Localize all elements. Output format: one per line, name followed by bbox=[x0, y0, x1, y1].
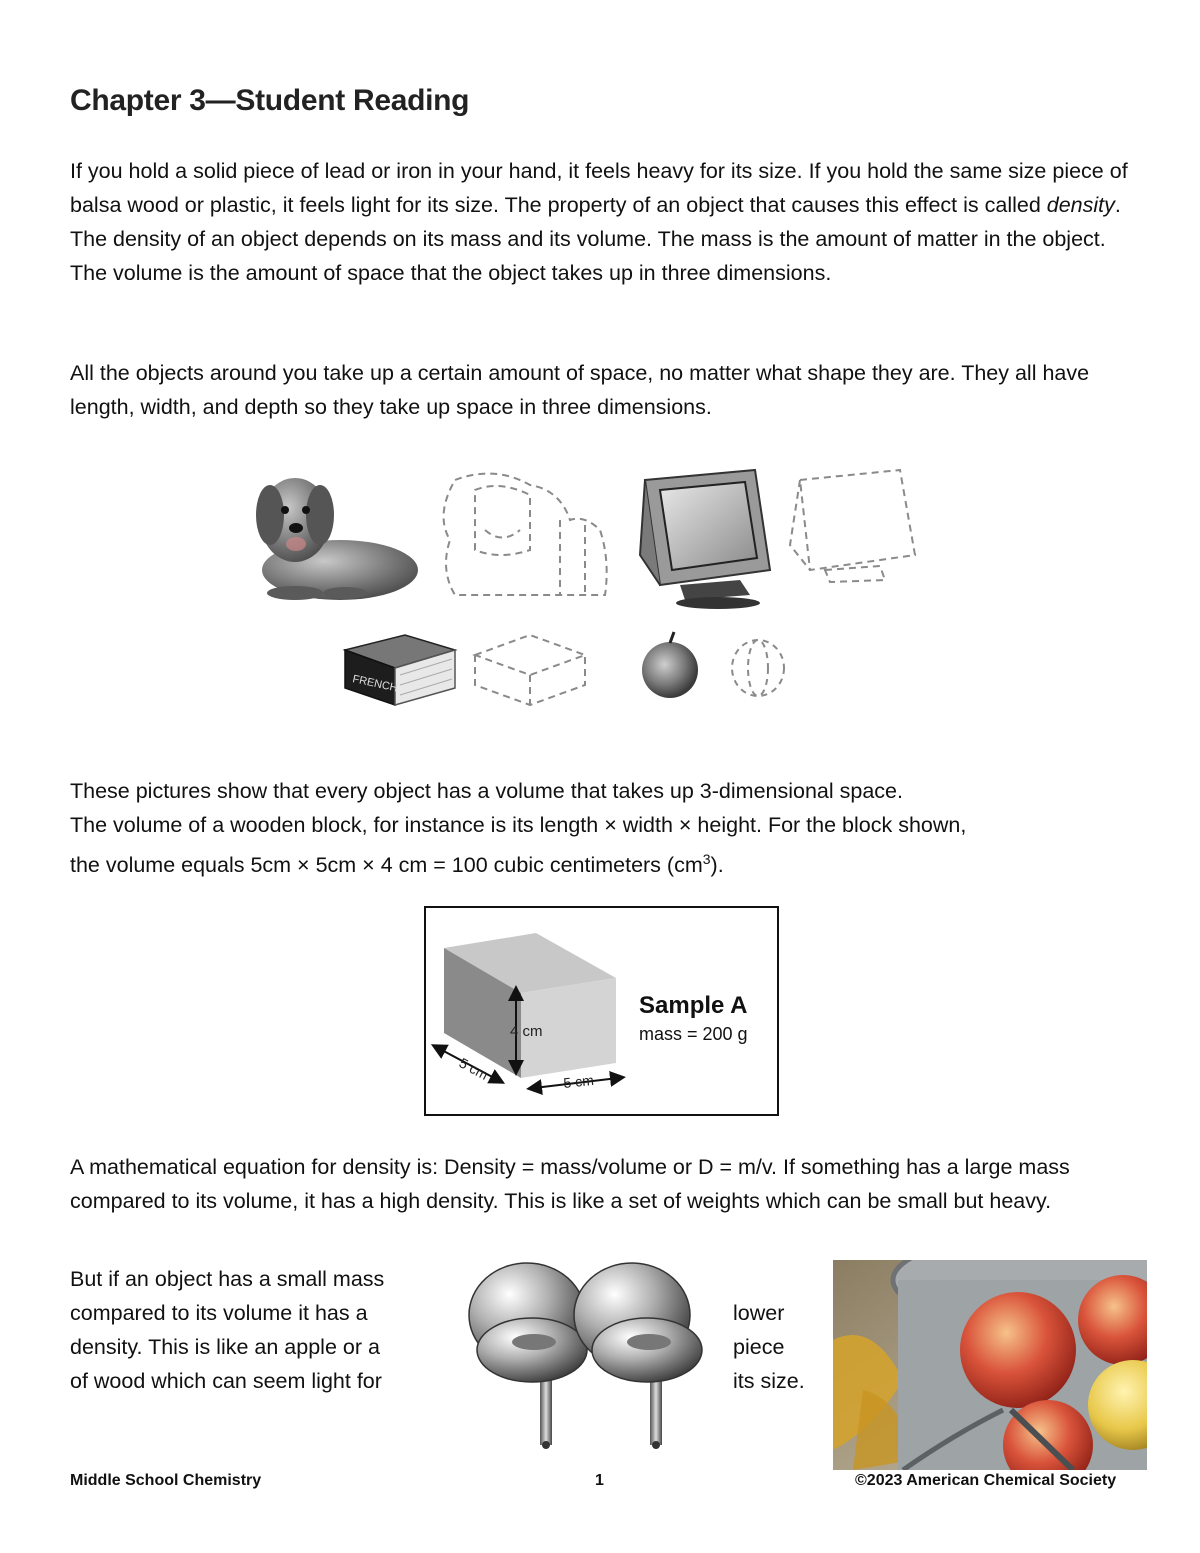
intro-text-start: If you hold a solid piece of lead or iron in your hand, it feels heavy for its size. If you hold the same size piece of balsa wood or plastic, it feels light for its size. The property of an object that causes this effect is called bbox=[70, 159, 1128, 217]
sample-a-figure bbox=[424, 906, 779, 1116]
low-density-line-4: of wood which can seem light for bbox=[70, 1369, 382, 1393]
volume-paragraph bbox=[70, 774, 1140, 882]
low-density-right-1: lower bbox=[733, 1301, 785, 1325]
height-label: 4 cm bbox=[510, 1023, 543, 1040]
width-label: 5 cm bbox=[562, 1071, 595, 1091]
sample-title: Sample A bbox=[639, 992, 748, 1019]
footer-copyright: ©2023 American Chemical Society bbox=[855, 1472, 1117, 1489]
footer-page-number: 1 bbox=[595, 1472, 604, 1489]
low-density-line-3: density. This is like an apple or a bbox=[70, 1335, 380, 1359]
volume-line-3-end: ). bbox=[710, 853, 724, 878]
footer-course: Middle School Chemistry bbox=[70, 1472, 262, 1489]
objects-volume-figure bbox=[240, 460, 930, 710]
volume-line-2: The volume of a wooden block, for instance is its length × width × height. For the block shown, bbox=[70, 813, 967, 837]
monitor-outline bbox=[790, 470, 915, 582]
dumbbell-left bbox=[469, 1263, 587, 1449]
apple-image bbox=[642, 632, 698, 698]
apple-outline bbox=[732, 640, 784, 696]
depth-label: 5 cm bbox=[456, 1054, 491, 1083]
intro-paragraph bbox=[70, 154, 1140, 290]
space-paragraph: All the objects around you take up a certain amount of space, no matter what shape they are. They all have length, width, and depth so they take up space in three dimensions. bbox=[70, 361, 1090, 419]
monitor-image bbox=[640, 470, 770, 609]
cubic-superscript: 3 bbox=[702, 851, 711, 867]
low-density-text-right bbox=[733, 1296, 833, 1398]
low-density-right-2: piece bbox=[733, 1335, 785, 1359]
intro-text-end: . The density of an object depends on its mass and its volume. The mass is the amount of matter in the object. The volume is the amount of space that the object takes up in three dimensions. bbox=[70, 193, 1121, 285]
apples-bucket-image bbox=[833, 1260, 1147, 1470]
volume-line-3-text: the volume equals 5cm × 5cm × 4 cm = 100 cubic centimeters (cm bbox=[70, 853, 703, 878]
volume-line-3 bbox=[70, 842, 1140, 882]
book-image bbox=[345, 635, 455, 705]
dumbbell-right bbox=[574, 1263, 702, 1449]
page-title: Chapter 3—Student Reading bbox=[70, 84, 470, 117]
low-density-right-3: its size. bbox=[733, 1369, 805, 1393]
sample-mass: mass = 200 g bbox=[639, 1024, 748, 1044]
volume-line-1: These pictures show that every object has a volume that takes up 3-dimensional space. bbox=[70, 779, 903, 803]
density-equation-paragraph: A mathematical equation for density is: Density = mass/volume or D = m/v. If something has a large mass compared to its volume, it has a high density. This is like a set of weights which can be small but heavy. bbox=[70, 1155, 1070, 1213]
book-outline bbox=[475, 635, 585, 705]
low-density-line-2: compared to its volume it has a bbox=[70, 1301, 368, 1325]
dog-outline bbox=[444, 474, 607, 595]
low-density-line-1: But if an object has a small mass bbox=[70, 1267, 385, 1291]
density-term: density bbox=[1046, 193, 1115, 217]
book-spine-label: FRENCH bbox=[351, 673, 399, 695]
dog-image bbox=[256, 478, 418, 600]
low-density-text-left bbox=[70, 1262, 450, 1398]
weights-image bbox=[462, 1250, 727, 1475]
